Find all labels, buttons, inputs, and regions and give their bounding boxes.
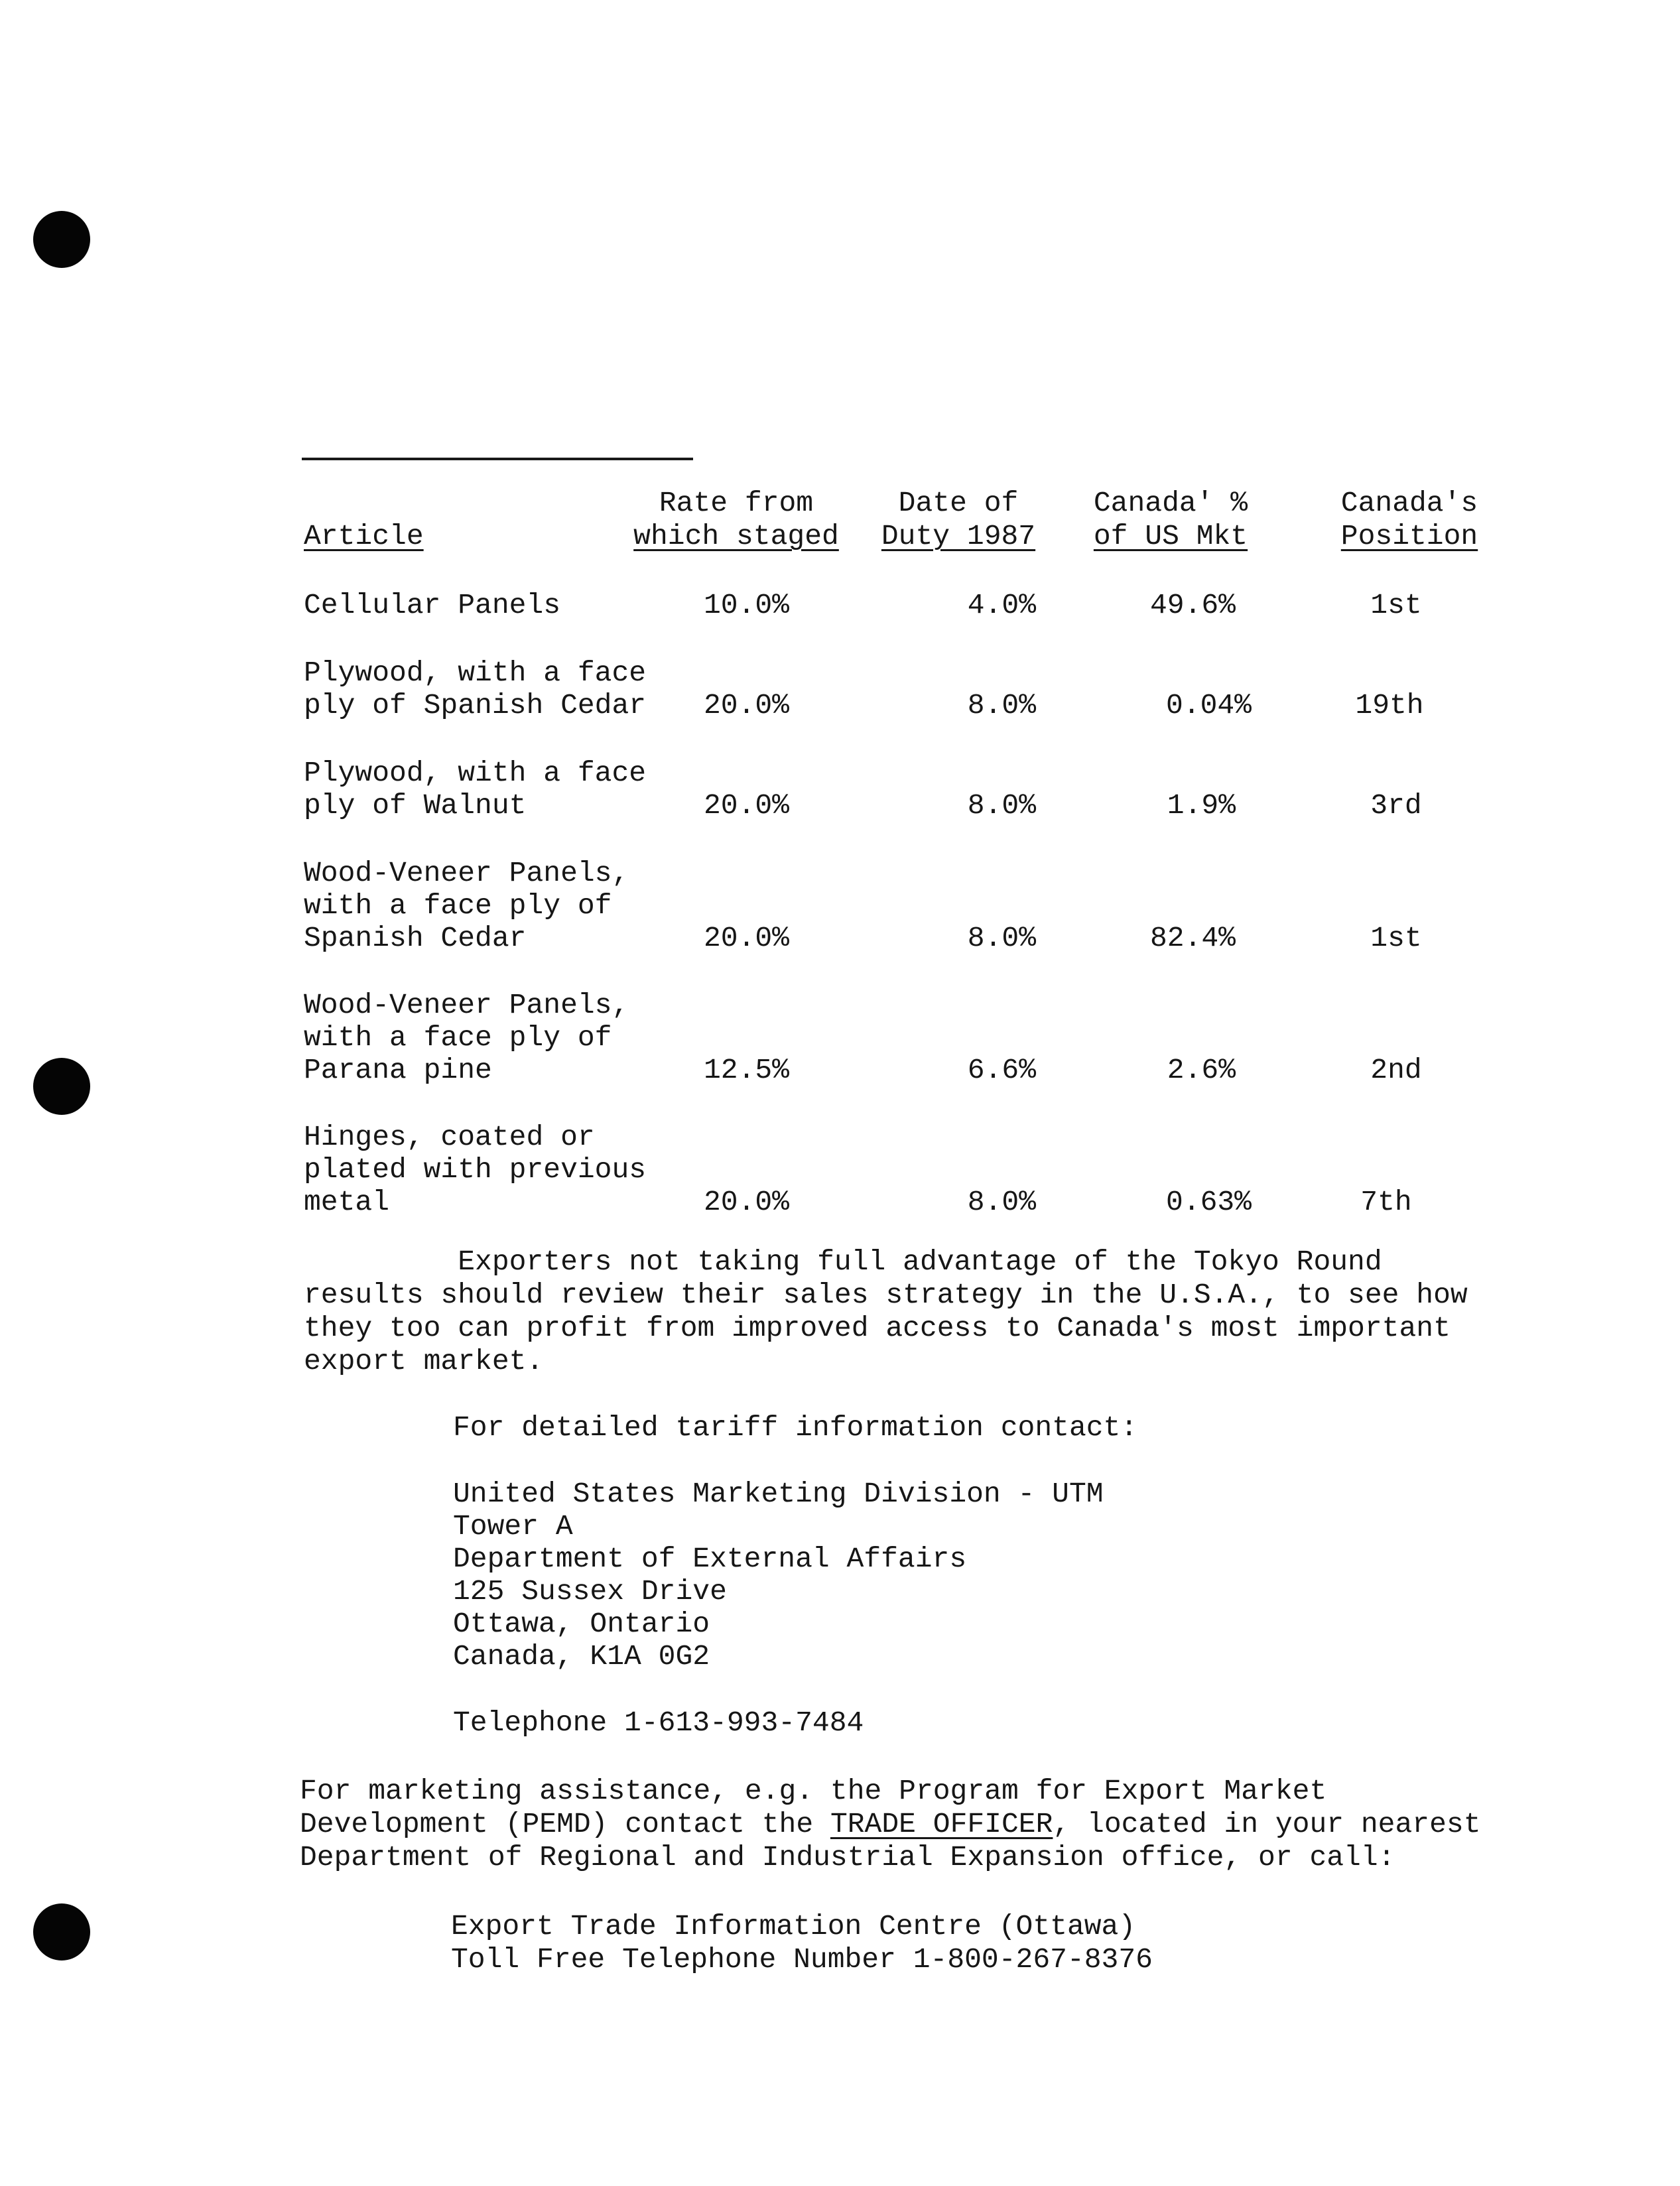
article-cell: with a face ply of xyxy=(304,1021,612,1054)
duty-cell: 8.0% xyxy=(967,922,1036,954)
duty-cell: 6.6% xyxy=(967,1054,1036,1086)
article-cell: Parana pine xyxy=(304,1054,492,1086)
punch-hole-bottom xyxy=(33,1903,90,1961)
share-cell: 2.6% xyxy=(1167,1054,1236,1086)
address-line: 125 Sussex Drive xyxy=(453,1575,727,1608)
contact-intro: For detailed tariff information contact: xyxy=(453,1411,1138,1444)
duty-cell: 8.0% xyxy=(967,689,1036,722)
article-cell: Plywood, with a face xyxy=(304,657,647,689)
telephone-number: Telephone 1-613-993-7484 xyxy=(453,1706,864,1739)
header-share-line1: Canada' % xyxy=(1093,487,1248,519)
share-cell: 49.6% xyxy=(1149,589,1236,621)
punch-hole-middle xyxy=(33,1058,90,1115)
article-cell: ply of Walnut xyxy=(304,789,527,822)
trade-officer-link: TRADE OFFICER xyxy=(830,1808,1053,1840)
position-cell: 1st xyxy=(1370,922,1422,954)
header-position-line1: Canada's xyxy=(1340,487,1478,519)
paragraph-line: results should review their sales strategy in the U.S.A., to see how xyxy=(304,1279,1468,1311)
share-cell: 82.4% xyxy=(1149,922,1236,954)
article-cell: Wood-Veneer Panels, xyxy=(304,989,629,1021)
position-cell: 7th xyxy=(1360,1186,1412,1218)
position-cell: 3rd xyxy=(1370,789,1422,822)
header-article: Article xyxy=(304,520,424,552)
header-rate-line2: which staged xyxy=(633,520,839,552)
article-cell: plated with previous xyxy=(304,1153,647,1186)
article-cell: Plywood, with a face xyxy=(304,757,647,789)
paragraph-line: Exporters not taking full advantage of the Tokyo Round xyxy=(304,1246,1382,1278)
position-cell: 1st xyxy=(1370,589,1422,621)
paragraph-line: Department of Regional and Industrial Expansion office, or call: xyxy=(300,1841,1395,1874)
paragraph-line: export market. xyxy=(304,1345,544,1378)
address-line: Tower A xyxy=(453,1510,573,1543)
share-cell: 0.04% xyxy=(1165,689,1252,722)
duty-cell: 8.0% xyxy=(967,789,1036,822)
article-cell: Hinges, coated or xyxy=(304,1121,595,1153)
header-duty-line1: Date of xyxy=(898,487,1019,519)
paragraph-line xyxy=(300,1808,1481,1841)
rate-cell: 12.5% xyxy=(703,1054,789,1086)
article-cell: metal xyxy=(304,1186,390,1218)
rate-cell: 20.0% xyxy=(703,689,789,722)
header-rate-line1: Rate from xyxy=(659,487,814,519)
share-cell: 1.9% xyxy=(1167,789,1236,822)
address-line: Canada, K1A 0G2 xyxy=(453,1640,710,1673)
paragraph-line: they too can profit from improved access to Canada's most important xyxy=(304,1312,1451,1344)
address-line: United States Marketing Division - UTM xyxy=(453,1478,1104,1510)
article-cell: Wood-Veneer Panels, xyxy=(304,857,629,889)
duty-cell: 8.0% xyxy=(967,1186,1036,1218)
address-line: Department of External Affairs xyxy=(453,1543,967,1575)
punch-hole-top xyxy=(33,211,90,268)
address-line: Ottawa, Ontario xyxy=(453,1608,710,1640)
export-centre-name: Export Trade Information Centre (Ottawa) xyxy=(451,1910,1136,1943)
toll-free-number: Toll Free Telephone Number 1-800-267-8376 xyxy=(451,1943,1153,1976)
paragraph-line: For marketing assistance, e.g. the Program for Export Market xyxy=(300,1775,1327,1807)
text-segment: Development (PEMD) contact the xyxy=(300,1808,830,1840)
article-cell: with a face ply of xyxy=(304,889,612,922)
position-cell: 19th xyxy=(1355,689,1424,722)
rate-cell: 20.0% xyxy=(703,789,789,822)
article-cell: Cellular Panels xyxy=(304,589,561,621)
rate-cell: 20.0% xyxy=(703,1186,789,1218)
article-cell: ply of Spanish Cedar xyxy=(304,689,647,722)
position-cell: 2nd xyxy=(1370,1054,1422,1086)
duty-cell: 4.0% xyxy=(967,589,1036,621)
rate-cell: 10.0% xyxy=(703,589,789,621)
header-duty-line2: Duty 1987 xyxy=(881,520,1036,552)
text-segment: , located in your nearest xyxy=(1053,1808,1481,1840)
rate-cell: 20.0% xyxy=(703,922,789,954)
header-share-line2: of US Mkt xyxy=(1093,520,1248,552)
share-cell: 0.63% xyxy=(1165,1186,1252,1218)
header-position-line2: Position xyxy=(1340,520,1478,552)
top-rule xyxy=(302,458,693,460)
article-cell: Spanish Cedar xyxy=(304,922,527,954)
